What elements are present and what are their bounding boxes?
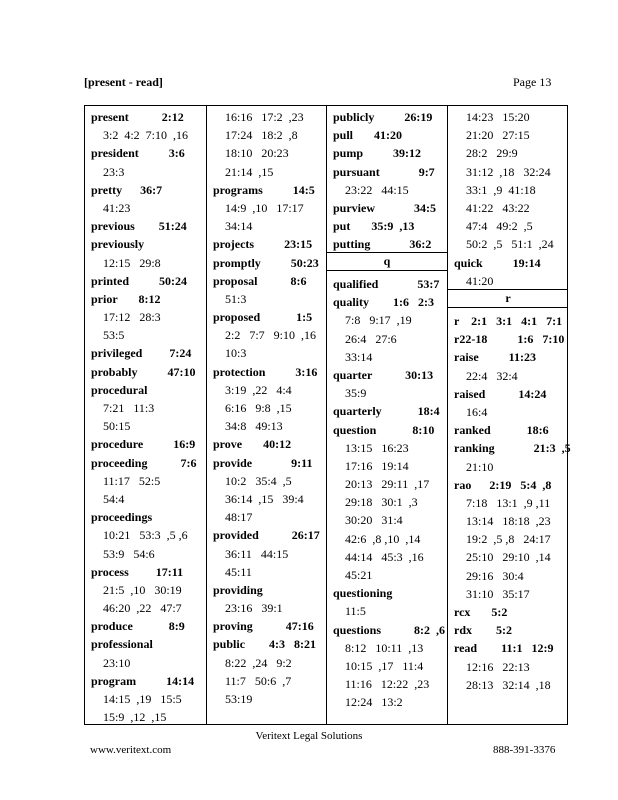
index-term: programs 14:5 (213, 182, 315, 197)
index-references: 34:8 49:13 (225, 419, 283, 434)
index-references: 46:20 ,22 47:7 (103, 601, 182, 616)
index-references: 50:2 ,5 51:1 ,24 (466, 237, 554, 252)
index-term: proposal 8:6 (213, 273, 307, 288)
index-references: 26:4 27:6 (345, 331, 397, 346)
index-term: present 2:12 (91, 110, 184, 124)
index-references: 12:16 22:13 (466, 659, 530, 674)
index-references: 19:2 ,5 ,8 24:17 (466, 532, 551, 547)
index-references: 23:3 (103, 164, 125, 179)
index-references: 15:9 ,12 ,15 (103, 710, 167, 725)
index-references: 48:17 (225, 510, 253, 525)
index-term: pursuant 9:7 (333, 164, 435, 179)
index-references: 54:4 (103, 491, 125, 506)
index-term: qualified 53:7 (333, 277, 440, 291)
index-term: providing (213, 582, 263, 597)
index-term: rdx 5:2 (454, 623, 512, 638)
index-references: 16:4 (466, 404, 488, 419)
index-references: 11:16 12:22 ,23 (345, 677, 430, 692)
index-term: pretty 36:7 (91, 182, 163, 197)
index-references: 42:6 ,8 ,10 ,14 (345, 531, 421, 546)
index-references: 34:14 (225, 219, 253, 234)
index-term: putting 36:2 (333, 237, 432, 252)
index-references: 11:17 52:5 (103, 473, 161, 488)
index-term: provided 26:17 (213, 528, 320, 543)
index-references: 17:12 28:3 (103, 310, 161, 325)
index-references: 28:2 29:9 (466, 146, 518, 161)
index-term: quarter 30:13 (333, 367, 434, 382)
index-references: 7:21 11:3 (103, 401, 155, 415)
index-references: 12:24 13:2 (345, 695, 403, 710)
index-references: 51:3 (225, 291, 247, 306)
index-term: proceeding 7:6 (91, 455, 197, 470)
index-term: questions 8:2 ,6 (333, 622, 446, 637)
index-term: rao 2:19 5:4 ,8 (454, 477, 552, 492)
index-references: 16:16 17:2 ,23 (225, 110, 304, 124)
index-column-3 (326, 106, 447, 724)
index-references: 12:15 29:8 (103, 255, 161, 270)
index-term: question 8:10 (333, 422, 435, 437)
index-references: 13:15 16:23 (345, 440, 409, 455)
index-references: 2:2 7:7 9:10 ,16 (225, 328, 317, 343)
index-term: pump 39:12 (333, 146, 422, 161)
index-term: probably 47:10 (91, 364, 196, 379)
index-term: ranking 21:3 ,5 (454, 441, 571, 456)
footer-website: www.veritext.com (90, 744, 172, 756)
index-references: 6:16 9:8 ,15 (225, 401, 292, 415)
index-term: produce 8:9 (91, 619, 185, 634)
index-references: 7:18 13:1 ,9 ,11 (466, 495, 551, 510)
page-number: Page 13 (513, 75, 552, 89)
index-references: 11:5 (345, 604, 366, 619)
index-references: 29:18 30:1 ,3 (345, 495, 418, 510)
index-term: provide 9:11 (213, 455, 313, 470)
index-references: 10:21 53:3 ,5 ,6 (103, 528, 188, 543)
index-references: 53:9 54:6 (103, 546, 155, 561)
index-table (84, 105, 571, 725)
index-references: 29:16 30:4 (466, 568, 524, 583)
index-term: questioning (333, 586, 393, 601)
index-column-4 (447, 106, 571, 724)
index-term: procedural (91, 382, 148, 397)
index-references: 28:13 32:14 ,18 (466, 677, 551, 692)
index-term: proving 47:16 (213, 619, 314, 634)
index-term: printed 50:24 (91, 273, 187, 288)
index-references: 21:14 ,15 (225, 164, 274, 179)
index-references: 18:10 20:23 (225, 146, 289, 161)
index-term: quality 1:6 2:3 (333, 295, 435, 310)
index-term: purview 34:5 (333, 200, 436, 215)
index-term: quarterly 18:4 (333, 404, 440, 419)
index-references: 41:23 (103, 200, 131, 215)
index-references: 23:22 44:15 (345, 182, 409, 197)
index-references: 25:10 29:10 ,14 (466, 550, 551, 565)
index-references: 45:21 (345, 568, 373, 582)
index-references: 36:14 ,15 39:4 (225, 491, 304, 506)
index-references: 45:11 (225, 564, 252, 579)
index-references: 36:11 44:15 (225, 546, 289, 561)
section-header-q: q (327, 252, 447, 271)
index-term: previously (91, 237, 145, 252)
index-references: 31:10 35:17 (466, 586, 530, 601)
index-references: 14:9 ,10 17:17 (225, 200, 304, 215)
footer-phone: 888-391-3376 (493, 744, 556, 756)
index-term: procedure 16:9 (91, 437, 196, 452)
index-term: proceedings (91, 510, 153, 525)
index-references: 47:4 49:2 ,5 (466, 219, 533, 234)
index-references: 21:5 ,10 30:19 (103, 582, 182, 597)
index-term: public 4:3 8:21 (213, 637, 317, 652)
index-references: 7:8 9:17 ,19 (345, 313, 412, 328)
index-references: 41:22 43:22 (466, 200, 530, 215)
index-term: pull 41:20 (333, 128, 403, 143)
index-term: projects 23:15 (213, 237, 313, 252)
index-references: 30:20 31:4 (345, 513, 403, 528)
index-column-1 (85, 106, 206, 724)
index-references: 23:10 (103, 655, 131, 670)
index-term: professional (91, 637, 153, 652)
index-term: rcx 5:2 (454, 605, 508, 619)
index-term: raised 14:24 (454, 386, 547, 401)
index-term: read 11:1 12:9 (454, 641, 554, 656)
index-references: 31:12 ,18 32:24 (466, 164, 551, 179)
index-references: 8:22 ,24 9:2 (225, 655, 292, 670)
index-references: 17:16 19:14 (345, 458, 409, 473)
index-references: 10:3 (225, 346, 247, 361)
index-references: 10:2 35:4 ,5 (225, 473, 292, 488)
index-references: 17:24 18:2 ,8 (225, 128, 298, 143)
index-term: raise 11:23 (454, 350, 536, 365)
index-references: 20:13 29:11 ,17 (345, 477, 430, 492)
index-references: 14:15 ,19 15:5 (103, 692, 182, 706)
index-term: privileged 7:24 (91, 346, 192, 361)
page-range-header: [present - read] (84, 75, 163, 89)
index-term: put 35:9 ,13 (333, 219, 415, 234)
section-header-r: r (448, 289, 568, 308)
index-references: 41:20 (466, 273, 494, 288)
index-term: prior 8:12 (91, 291, 161, 306)
index-references: 21:20 27:15 (466, 128, 530, 143)
index-references: 33:14 (345, 349, 373, 364)
index-references: 33:1 ,9 41:18 (466, 182, 536, 197)
footer-company: Veritext Legal Solutions (255, 730, 363, 742)
index-references: 21:10 (466, 459, 494, 474)
index-references: 10:15 ,17 11:4 (345, 658, 424, 673)
index-column-2 (206, 106, 326, 724)
index-term: publicly 26:19 (333, 110, 433, 124)
index-term: prove 40:12 (213, 437, 292, 452)
index-references: 53:5 (103, 328, 125, 343)
index-references: 11:7 50:6 ,7 (225, 673, 292, 688)
index-term: program 14:14 (91, 673, 195, 688)
index-references: 44:14 45:3 ,16 (345, 549, 424, 564)
index-references: 53:19 (225, 692, 253, 706)
index-term: president 3:6 (91, 146, 185, 161)
index-references: 23:16 39:1 (225, 601, 283, 616)
index-references: 14:23 15:20 (466, 110, 530, 124)
index-references: 3:2 4:2 7:10 ,16 (103, 128, 189, 143)
index-term: process 17:11 (91, 564, 184, 579)
index-term: promptly 50:23 (213, 255, 319, 270)
index-references: 8:12 10:11 ,13 (345, 640, 424, 655)
index-term: protection 3:16 (213, 364, 318, 379)
index-term: quick 19:14 (454, 255, 541, 270)
index-references: 3:19 ,22 4:4 (225, 382, 292, 397)
index-references: 13:14 18:18 ,23 (466, 514, 551, 529)
index-term: r 2:1 3:1 4:1 7:1 (454, 314, 563, 328)
index-references: 22:4 32:4 (466, 368, 518, 383)
index-term: proposed 1:5 (213, 310, 313, 325)
index-references: 50:15 (103, 419, 131, 434)
index-references: 35:9 (345, 386, 367, 401)
index-term: r22-18 1:6 7:10 (454, 332, 565, 347)
index-term: previous 51:24 (91, 219, 187, 234)
index-term: ranked 18:6 (454, 423, 549, 438)
